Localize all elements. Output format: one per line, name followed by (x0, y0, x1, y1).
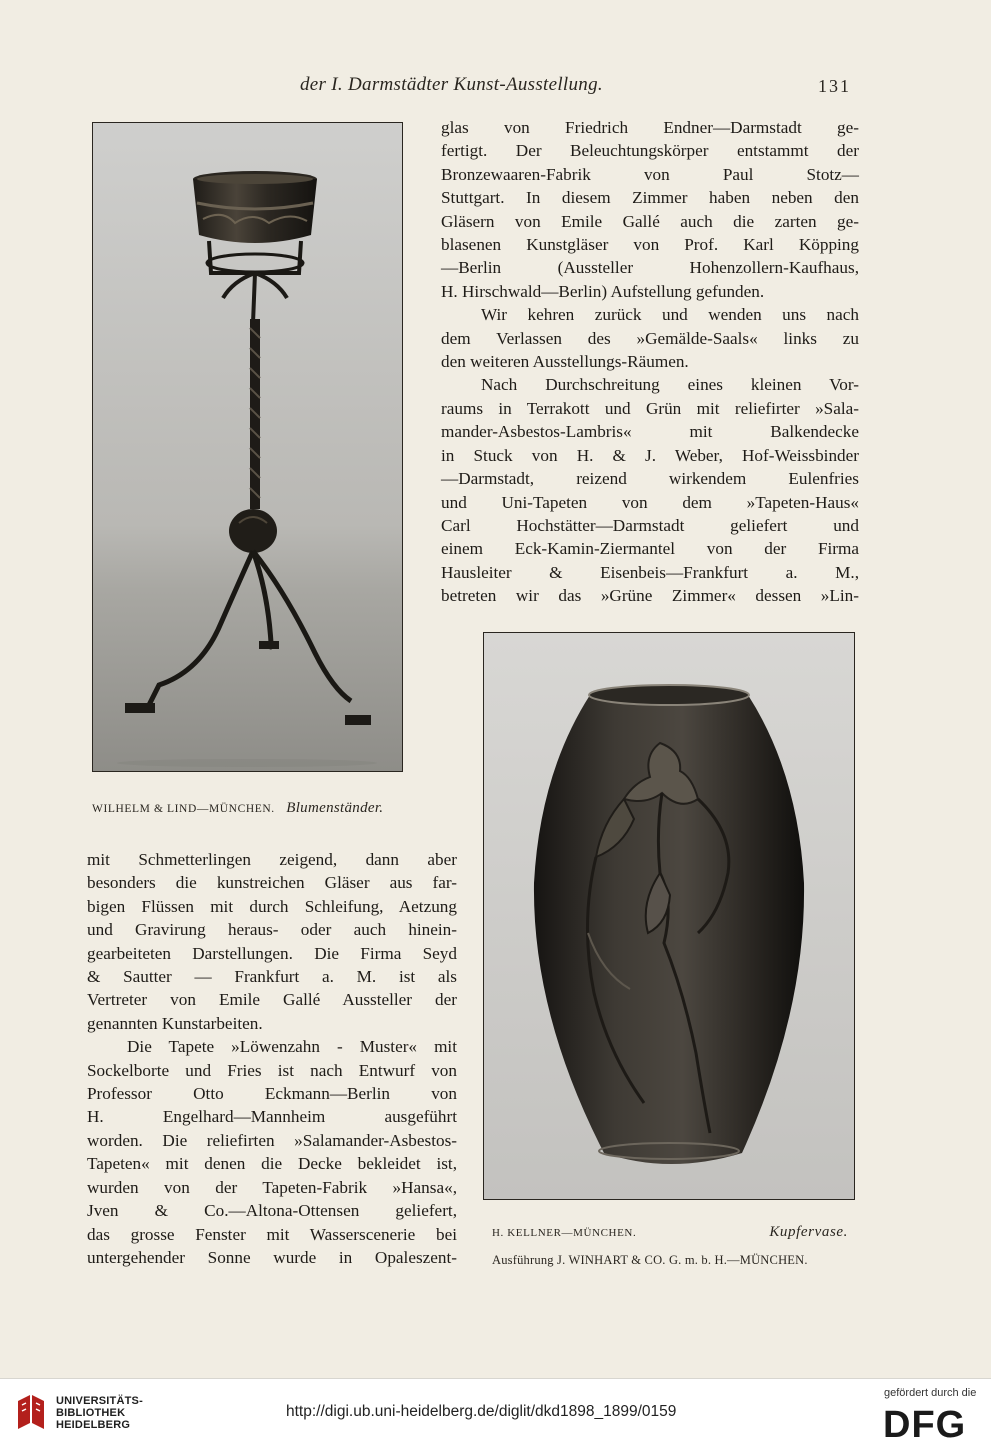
vase-execution-caption: Ausführung J. WINHART & CO. G. m. b. H.—MÜNCHEN. (492, 1253, 808, 1267)
flower-stand-photo (92, 122, 403, 772)
text-line: Hausleiter & Eisenbeis—Frankfurt a. M., (441, 562, 859, 582)
text-line: fertigt. Der Beleuchtungskörper entstammt der (441, 141, 859, 161)
text-line: Stuttgart. In diesem Zimmer haben neben den (441, 188, 859, 208)
text-line: dem Verlassen des »Gemälde-Saals« links zu (441, 328, 859, 348)
text-line: betreten wir das »Grüne Zimmer« dessen »Lin- (441, 586, 859, 606)
caption-title: Blumenständer. (286, 800, 384, 816)
text-line: H. Engelhard—Mannheim ausgeführt (87, 1107, 457, 1127)
library-name-line: HEIDELBERG (56, 1419, 131, 1431)
text-line: einem Eck-Kamin-Ziermantel von der Firma (441, 539, 859, 559)
text-line: besonders die kunstreichen Gläser aus far- (87, 873, 457, 893)
text-line: mit Schmetterlingen zeigend, dann aber (87, 850, 457, 869)
text-line: —Berlin (Aussteller Hohenzollern-Kaufhaus, (441, 258, 859, 278)
text-line: Tapeten« mit denen die Decke bekleidet ist, (87, 1154, 457, 1174)
text-line: blasenen Kunstgläser von Prof. Karl Köpping (441, 235, 859, 255)
text-line: Vertreter von Emile Gallé Aussteller der (87, 990, 457, 1010)
text-line: worden. Die reliefirten »Salamander-Asbestos- (87, 1130, 457, 1150)
viewer-footer (0, 1378, 991, 1451)
caption-maker: H. KELLNER—MÜNCHEN. (492, 1227, 637, 1239)
library-name[interactable] (56, 1395, 143, 1431)
text-line: den weiteren Ausstellungs-Räumen. (441, 352, 689, 372)
running-title: der I. Darmstädter Kunst-Ausstellung. (300, 74, 603, 95)
text-line: wurden von der Tapeten-Fabrik »Hansa«, (87, 1177, 457, 1197)
copper-vase-illustration (484, 633, 854, 1199)
text-line: Die Tapete »Löwenzahn - Muster« mit (127, 1037, 457, 1057)
library-name-line: UNIVERSITÄTS- (56, 1395, 143, 1407)
text-line: Bronzewaaren-Fabrik von Paul Stotz— (441, 164, 859, 184)
text-line: Carl Hochstätter—Darmstadt geliefert und (441, 515, 859, 535)
text-line: und Uni-Tapeten von dem »Tapeten-Haus« (441, 492, 859, 512)
text-line: bigen Flüssen mit durch Schleifung, Aetzung (87, 896, 457, 916)
text-line: genannten Kunstarbeiten. (87, 1013, 263, 1033)
text-line: und Gravirung heraus- oder auch hinein- (87, 920, 457, 940)
text-line: raums in Terrakott und Grün mit reliefirter »Sala- (441, 398, 859, 418)
dfg-logo[interactable]: DFG (883, 1404, 967, 1446)
right-text-column (441, 116, 859, 608)
text-line: & Sautter — Frankfurt a. M. ist als (87, 967, 457, 987)
text-line: Gläsern von Emile Gallé auch die zarten ge- (441, 211, 859, 231)
text-line: in Stuck von H. & J. Weber, Hof-Weissbinder (441, 445, 859, 465)
flower-stand-illustration (93, 123, 402, 771)
text-line: mander-Asbestos-Lambris« mit Balkendecke (441, 422, 859, 442)
text-line: gearbeiteten Darstellungen. Die Firma Seyd (87, 943, 457, 963)
text-line: H. Hirschwald—Berlin) Aufstellung gefunden. (441, 281, 765, 301)
university-library-logo-icon[interactable] (14, 1393, 48, 1433)
flower-stand-caption (92, 800, 412, 817)
left-text-column (87, 848, 457, 1269)
text-line: —Darmstadt, reizend wirkendem Eulenfries (441, 469, 859, 489)
page-number: 131 (818, 76, 851, 96)
text-line: Jven & Co.—Altona-Ottensen geliefert, (87, 1201, 457, 1221)
text-line: Professor Otto Eckmann—Berlin von (87, 1084, 457, 1104)
caption-maker: WILHELM & LIND—MÜNCHEN. (92, 803, 275, 815)
copper-vase-photo (483, 632, 855, 1200)
permalink-url[interactable]: http://digi.ub.uni-heidelberg.de/diglit/dkd1898_1899/0159 (286, 1403, 677, 1420)
vase-caption (492, 1224, 852, 1240)
text-line: Wir kehren zurück und wenden uns nach (481, 305, 859, 325)
caption-title: Kupfervase. (769, 1224, 848, 1240)
library-name-line: BIBLIOTHEK (56, 1407, 126, 1419)
text-line: Sockelborte und Fries ist nach Entwurf von (87, 1060, 457, 1080)
text-line: untergehender Sonne wurde in Opaleszent- (87, 1247, 457, 1267)
text-line: Nach Durchschreitung eines kleinen Vor- (481, 375, 859, 395)
funder-label: gefördert durch die (884, 1387, 977, 1399)
text-line: glas von Friedrich Endner—Darmstadt ge- (441, 118, 859, 137)
text-line: das grosse Fenster mit Wasserscenerie bei (87, 1224, 457, 1244)
